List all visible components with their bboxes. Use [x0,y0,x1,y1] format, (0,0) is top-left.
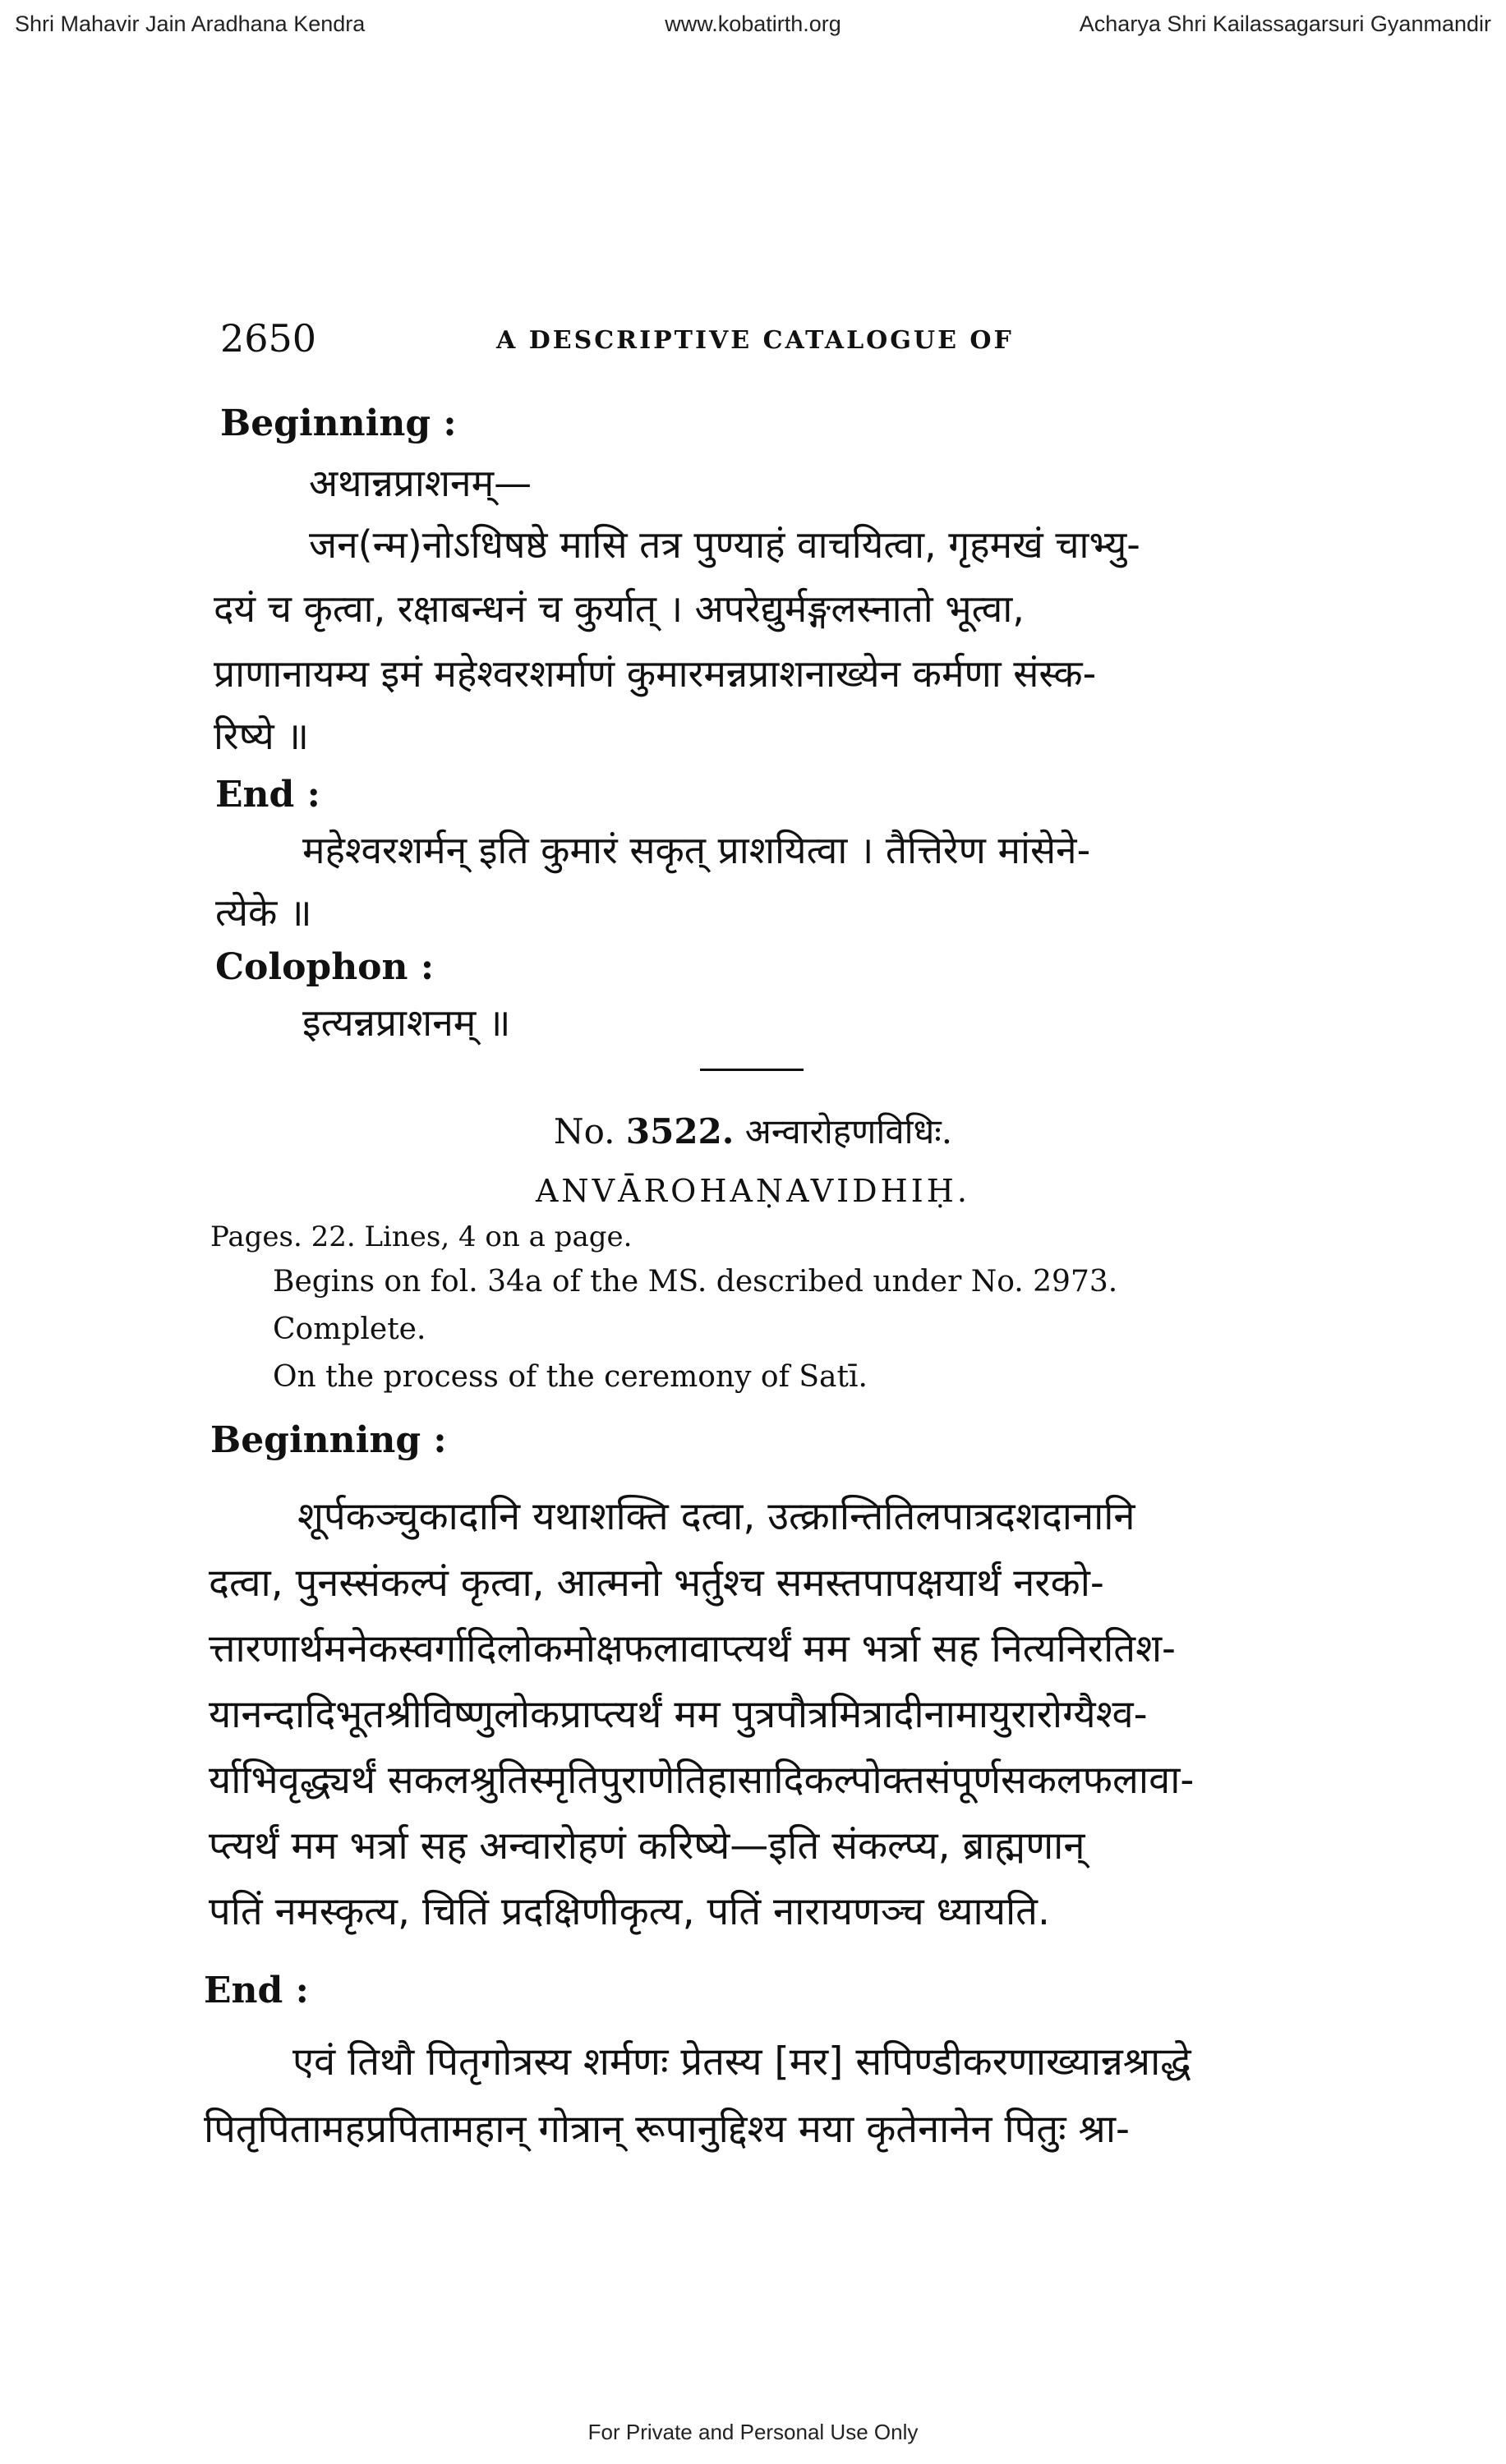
prev-beginning-line: दयं च कृत्वा, रक्षाबन्धनं च कुर्यात् । अपरेद्युर्मङ्गलस्नातो भूत्वा, [214,586,1025,631]
prev-colophon-label: Colophon : [215,946,435,988]
entry-beginning-line: र्याभिवृद्ध्यर्थं सकलश्रुतिस्मृतिपुराणेतिहासादिकल्पोक्तसंपूर्णसकलफलावा- [209,1758,1195,1803]
prev-end-label: End : [215,774,320,816]
prev-beginning-line: प्राणानायम्य इमं महेश्वरशर्माणं कुमारमन्नप्राशनाख्येन कर्मणा संस्क- [214,651,1097,696]
page-number: 2650 [220,316,317,361]
entry-beginning-label: Beginning : [210,1419,447,1461]
footer-text: For Private and Personal Use Only [587,2420,919,2444]
section-divider [700,1069,804,1071]
entry-beginning-line: पतिं नमस्कृत्य, चितिं प्रदक्षिणीकृत्य, पतिं नारायणञ्च ध्यायति. [209,1889,1050,1934]
prev-end-line: महेश्वरशर्मन् इति कुमारं सकृत् प्राशयित्वा । तैत्तिरेण मांसेने- [302,828,1091,872]
site-header [0,11,1506,44]
entry-title-devanagari: अन्वारोहणविधिः. [744,1111,953,1152]
prev-beginning-label: Beginning : [220,402,457,444]
entry-subject: On the process of the ceremony of Satī. [273,1360,868,1394]
entry-beginning-line: शूर्पकञ्चुकादानि यथाशक्ति दत्वा, उत्क्रान्तितिलपात्रदशदानानि [297,1494,1135,1539]
entry-begins: Begins on fol. 34a of the MS. described under No. 2973. [273,1265,1118,1299]
prev-beginning-line: रिष्ये ॥ [214,714,309,758]
prev-beginning-line: अथान्नप्राशनम्— [309,461,532,505]
entry-number [0,1107,1506,1154]
page-head [220,316,1288,365]
entry-beginning-line: त्तारणार्थमनेकस्वर्गादिलोकमोक्षफलावाप्त्यर्थं मम भर्त्रा सह नित्यनिरतिश- [209,1626,1176,1671]
entry-beginning-line: दत्वा, पुनस्संकल्पं कृत्वा, आत्मनो भर्तुश्च समस्तपापक्षयार्थं नरको- [209,1561,1104,1606]
running-title: A DESCRIPTIVE CATALOGUE OF [496,326,1014,355]
prev-beginning-line: जन(न्म)नोऽधिषष्ठे मासि तत्र पुण्याहं वाचयित्वा, गृहमखं चाभ्यु- [309,522,1140,567]
entry-end-label: End : [204,1970,309,2011]
entry-no-number: 3522. [625,1111,735,1152]
entry-title-roman: ANVĀROHAṆAVIDHIḤ. [535,1173,970,1209]
entry-no-prefix: No. [553,1111,615,1152]
entry-end-line: पितृपितामहप्रपितामहान् गोत्रान् रूपानुद्दिश्य मया कृतेनानेन पितुः श्रा- [204,2107,1130,2152]
entry-end-line: एवं तिथौ पितृगोत्रस्य शर्मणः प्रेतस्य [मर] सपिण्डीकरणाख्यान्नश्राद्धे [292,2039,1191,2085]
prev-colophon-line: इत्यन्नप्राशनम् ॥ [302,1000,511,1045]
entry-beginning-line: यानन्दादिभूतश्रीविष्णुलोकप्राप्त्यर्थं मम पुत्रपौत्रमित्रादीनामायुरारोग्यैश्व- [209,1692,1148,1737]
prev-end-line: त्येके ॥ [215,890,312,935]
entry-beginning-line: प्त्यर्थं मम भर्त्रा सह अन्वारोहणं करिष्ये—इति संकल्प्य, ब्राह्मणान् [209,1823,1085,1869]
header-center-text: www.kobatirth.org [665,11,841,36]
entry-meta: Pages. 22. Lines, 4 on a page. [210,1221,633,1253]
header-left-text: Shri Mahavir Jain Aradhana Kendra [15,11,366,36]
header-right-text: Acharya Shri Kailassagarsuri Gyanmandir [1079,11,1491,36]
entry-complete: Complete. [273,1312,426,1346]
